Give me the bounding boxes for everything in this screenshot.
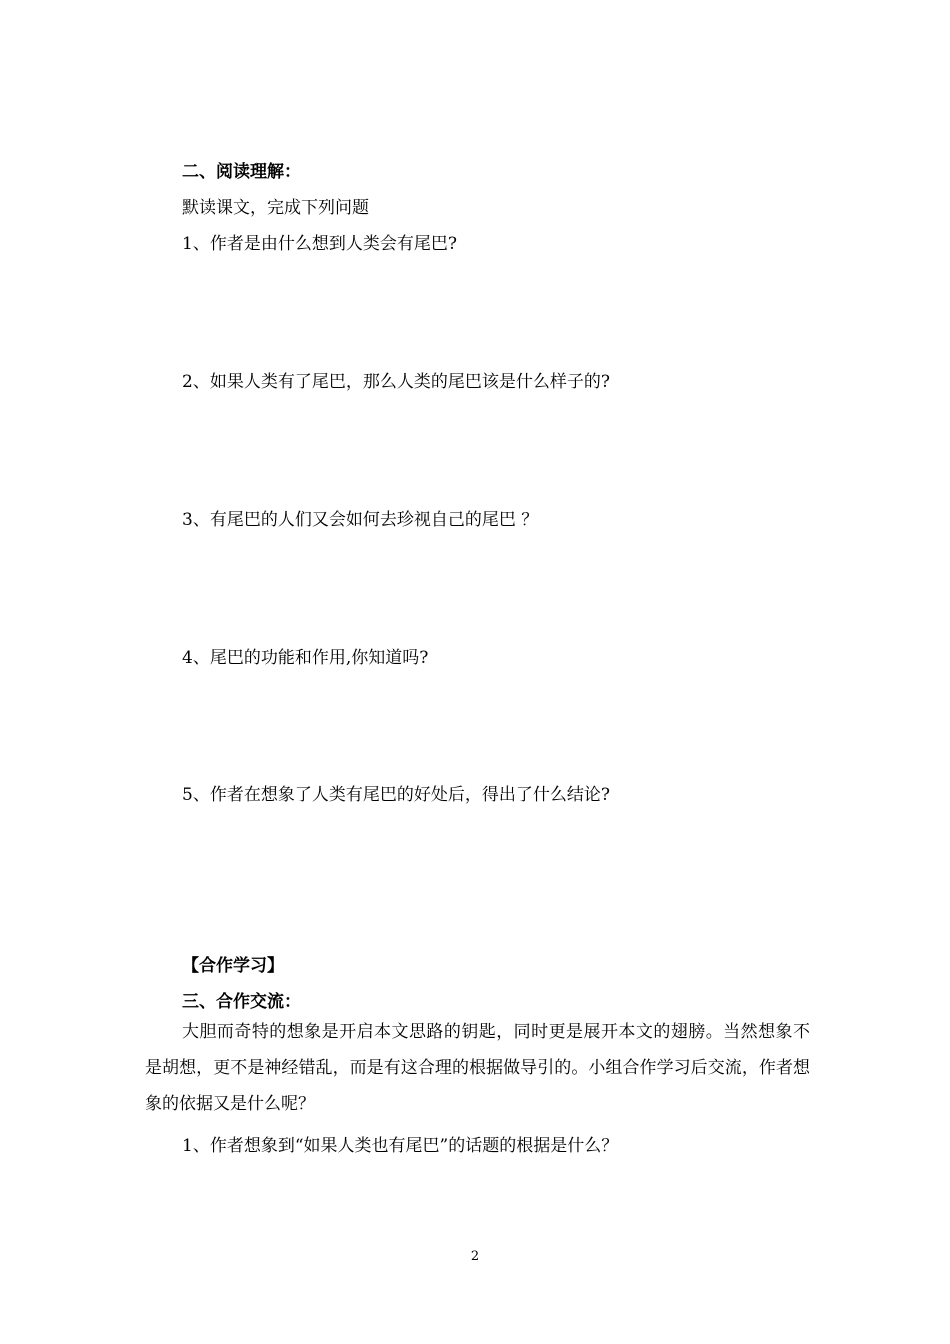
- section-heading-reading: 二、阅读理解：: [182, 162, 301, 182]
- cooperation-paragraph: 大胆而奇特的想象是开启本文思路的钥匙，同时更是展开本文的翅膀。当然想象不是胡想，更不是神经错乱，而是有这合理的根据做导引的。小组合作学习后交流，作者想象的依据又是什么呢？: [145, 1022, 810, 1114]
- question-4: 4、尾巴的功能和作用,你知道吗?: [182, 648, 429, 668]
- question-2: 2、如果人类有了尾巴，那么人类的尾巴该是什么样子的?: [182, 372, 610, 392]
- cooperative-learning-tag: 【合作学习】: [182, 956, 284, 976]
- question-3: 3、有尾巴的人们又会如何去珍视自己的尾巴 ？: [182, 510, 539, 530]
- cooperation-question-1: 1、作者想象到“如果人类也有尾巴”的话题的根据是什么？: [182, 1136, 619, 1156]
- question-1: 1、作者是由什么想到人类会有尾巴?: [182, 234, 457, 254]
- page-number: 2: [470, 1249, 480, 1264]
- reading-instruction: 默读课文，完成下列问题: [182, 198, 369, 218]
- question-5: 5、作者在想象了人类有尾巴的好处后，得出了什么结论?: [182, 785, 610, 805]
- section-heading-cooperation: 三、合作交流：: [182, 992, 301, 1012]
